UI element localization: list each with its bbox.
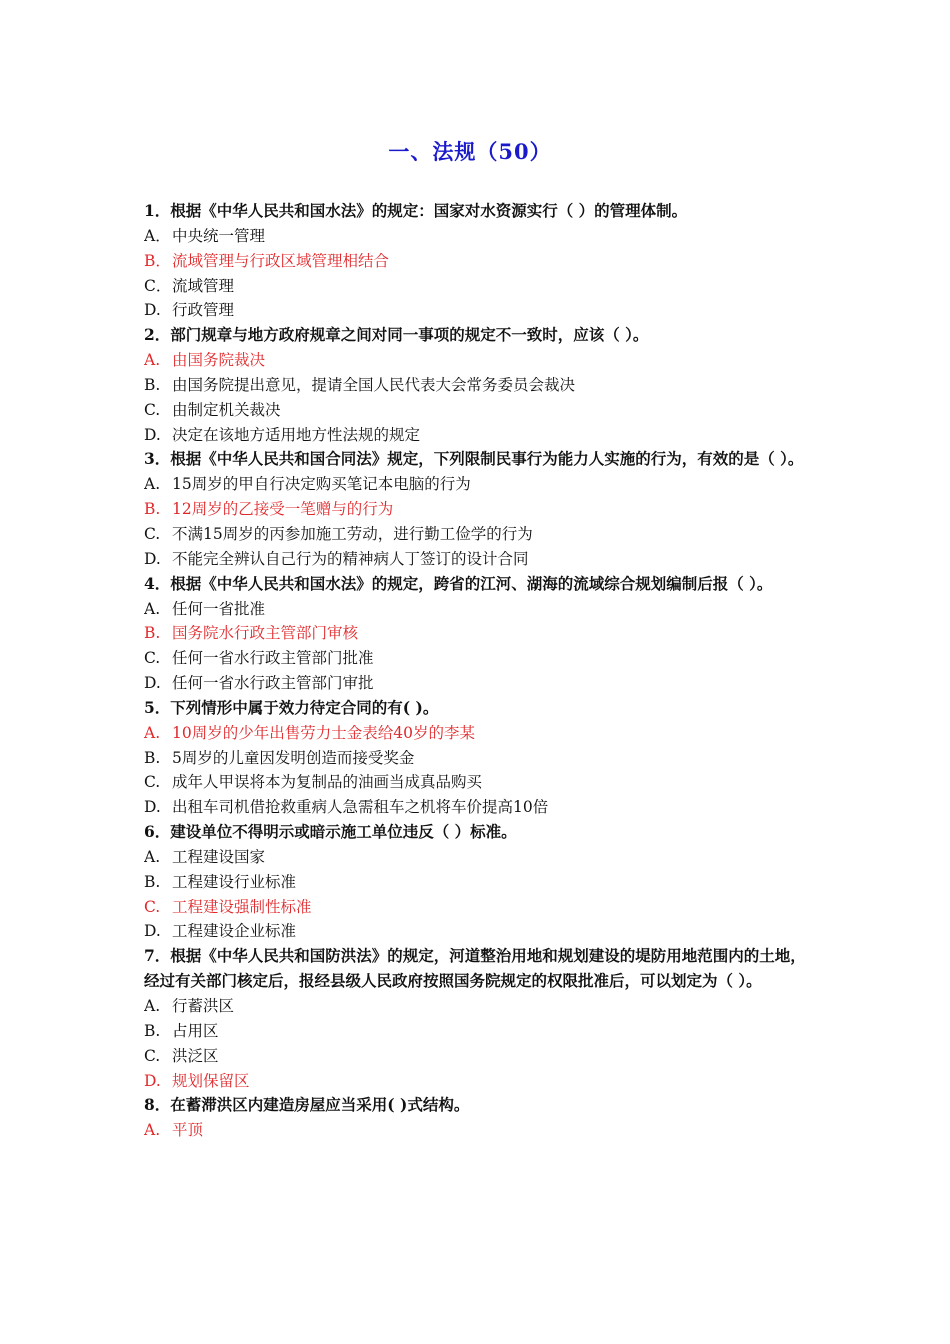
answer-option-correct: B. 国务院水行政主管部门审核	[144, 624, 359, 643]
question-stem: 2．部门规章与地方政府规章之间对同一事项的规定不一致时，应该（ ）。	[144, 325, 649, 345]
answer-option: C. 由制定机关裁决	[144, 400, 281, 419]
answer-option: D. 出租车司机借抢救重病人急需租车之机将车价提高10倍	[144, 798, 549, 817]
section-title: 一、法规（50）	[388, 139, 552, 164]
answer-option: A. 工程建设国家	[144, 847, 266, 866]
question-stem: 8．在蓄滞洪区内建造房屋应当采用( )式结构。	[144, 1095, 470, 1115]
answer-option: A. 行蓄洪区	[144, 997, 235, 1015]
answer-option-correct: B．流域管理与行政区域管理相结合	[144, 251, 390, 270]
answer-option: C．流域管理	[144, 276, 235, 295]
question-list	[144, 199, 808, 1143]
question-stem: 3．根据《中华人民共和国合同法》规定，下列限制民事行为能力人实施的行为，有效的是（ ）。	[144, 449, 804, 469]
answer-option-correct: D. 规划保留区	[144, 1071, 250, 1090]
answer-option-correct: A. 10周岁的少年出售劳力士金表给40岁的李某	[144, 723, 475, 742]
question-stem: 1．根据《中华人民共和国水法》的规定：国家对水资源实行（ ）的管理体制。	[144, 201, 688, 220]
answer-option: A. 任何一省批准	[144, 599, 266, 618]
answer-option-correct: B. 12周岁的乙接受一笔赠与的行为	[144, 500, 394, 519]
question-stem: 5．下列情形中属于效力待定合同的有( )。	[144, 697, 439, 717]
answer-option: A．中央统一管理	[144, 226, 266, 245]
question-stem: 4．根据《中华人民共和国水法》的规定，跨省的江河、湖海的流域综合规划编制后报（ ）。	[144, 573, 773, 593]
answer-option: D. 不能完全辨认自己行为的精神病人丁签订的设计合同	[144, 549, 529, 568]
answer-option: B. 工程建设行业标准	[144, 872, 297, 891]
answer-option: C. 不满15周岁的丙参加施工劳动，进行勤工俭学的行为	[144, 524, 533, 543]
answer-option: D. 工程建设企业标准	[144, 922, 297, 941]
answer-option: D. 决定在该地方适用地方性法规的规定	[144, 425, 421, 444]
answer-option: B. 由国务院提出意见，提请全国人民代表大会常务委员会裁决	[144, 375, 576, 394]
answer-option: C. 成年人甲误将本为复制品的油画当成真品购买	[144, 773, 483, 792]
answer-option: D. 行政管理	[144, 301, 235, 320]
answer-option: C. 洪泛区	[144, 1046, 219, 1065]
answer-option: B. 占用区	[144, 1021, 219, 1040]
answer-option-correct: C. 工程建设强制性标准	[144, 897, 312, 916]
answer-option-correct: A. 平顶	[144, 1121, 204, 1140]
answer-option: A. 15周岁的甲自行决定购买笔记本电脑的行为	[144, 475, 471, 494]
answer-option-correct: A. 由国务院裁决	[144, 351, 266, 370]
question-stem: 7．根据《中华人民共和国防洪法》的规定，河道整治用地和规划建设的堤防用地范围内的土地，经过有关部门核定后，报经县级人民政府按照国务院规定的权限批准后，可以划定为（ ）。	[144, 946, 806, 991]
answer-option: B. 5周岁的儿童因发明创造而接受奖金	[144, 748, 415, 767]
question-stem: 6．建设单位不得明示或暗示施工单位违反（ ）标准。	[144, 822, 517, 842]
answer-option: C. 任何一省水行政主管部门批准	[144, 649, 374, 668]
answer-option: D. 任何一省水行政主管部门审批	[144, 674, 374, 693]
